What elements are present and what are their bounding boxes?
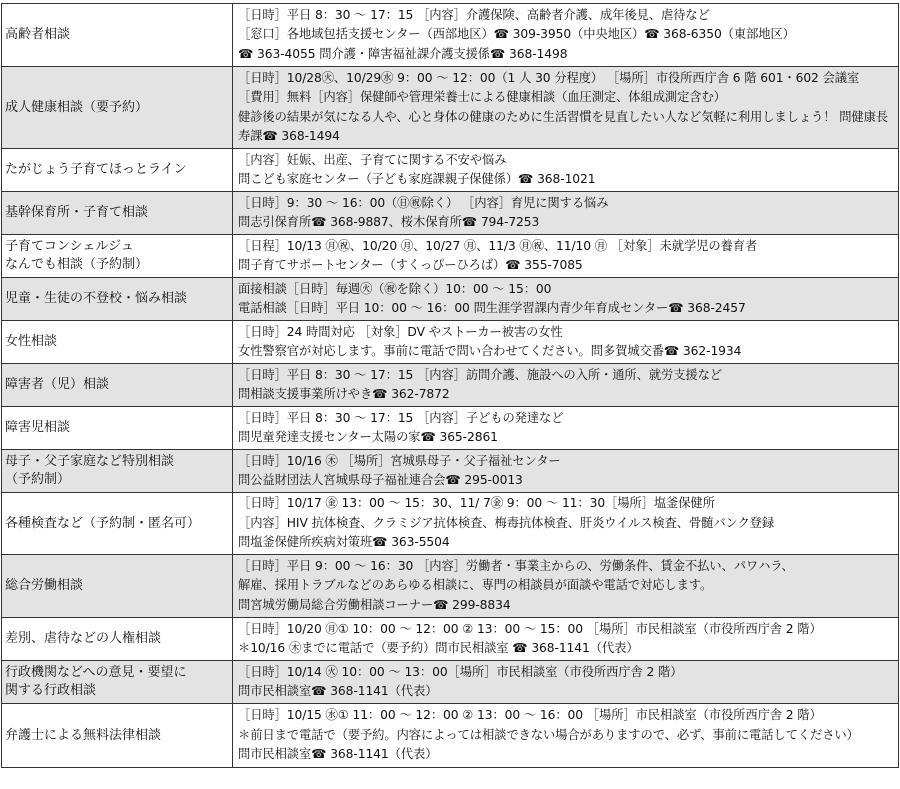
detail-line: ［日程］10/13 ㊊㊗、10/20 ㊊、10/27 ㊊、11/3 ㊊㊗、11/10 ㊊ ［対象］未就学児の養育者 bbox=[238, 238, 758, 253]
table-row bbox=[2, 4, 899, 67]
detail-line: ［日時］平日 8：30 ～ 17：15 ［内容］子どもの発達など bbox=[238, 410, 564, 425]
detail-line: ［内容］妊娠、出産、子育てに関する不安や悩み bbox=[238, 152, 507, 167]
category-cell bbox=[2, 278, 233, 321]
detail-line: ［日時］平日 9：00 ～ 16：30 ［内容］労働者・事業主からの、労働条件、賃金不払い、パワハラ、 bbox=[238, 558, 794, 573]
table-row bbox=[2, 407, 899, 450]
detail-line: ＊10/16 ㊍までに電話で（要予約）問市民相談室 ☎ 368-1141（代表） bbox=[238, 641, 639, 655]
table-row bbox=[2, 618, 899, 661]
detail-line: ［日時］10/20 ㊊① 10：00 ～ 12：00 ② 13：00 ～ 15：00 ［場所］市民相談室（市役所西庁舎 2 階） bbox=[238, 621, 822, 636]
detail-line: ☎ 363-4055 問介護・障害福祉課介護支援係☎ 368-1498 bbox=[238, 46, 568, 61]
table-row bbox=[2, 493, 899, 555]
table-row bbox=[2, 704, 899, 768]
detail-line: ［日時］10/28㊋、10/29㊌ 9：00 ～ 12：00（1 人 30 分程度） ［場所］市役所西庁舎 6 階 601・602 会議室 bbox=[238, 70, 860, 85]
table-row bbox=[2, 278, 899, 321]
category-name: なんでも相談（予約制） bbox=[5, 257, 149, 272]
detail-cell bbox=[233, 493, 899, 555]
detail-line: 解雇、採用トラブルなどのあらゆる相談に、専門の相談員が面談や電話で対応します。 bbox=[238, 578, 713, 593]
category-name: 高齢者相談 bbox=[5, 27, 71, 42]
category-cell bbox=[2, 555, 233, 618]
category-name: 障害児相談 bbox=[5, 420, 71, 435]
detail-line: ［日時］10/16 ㊍ ［場所］宮城県母子・父子福祉センター bbox=[238, 453, 561, 468]
category-cell bbox=[2, 661, 233, 704]
detail-line: 問市民相談室☎ 368-1141（代表） bbox=[238, 684, 438, 698]
detail-cell bbox=[233, 618, 899, 661]
category-name: 女性相談 bbox=[5, 334, 58, 349]
detail-cell bbox=[233, 555, 899, 618]
category-name: 基幹保育所・子育て相談 bbox=[5, 205, 149, 220]
category-name: 総合労働相談 bbox=[5, 578, 84, 593]
detail-line: 問塩釜保健所疾病対策班☎ 363-5504 bbox=[238, 535, 450, 550]
detail-cell bbox=[233, 450, 899, 493]
detail-line: ［費用］無料［内容］保健師や管理栄養士による健康相談（血圧測定、体組成測定含む） bbox=[238, 90, 726, 105]
detail-cell bbox=[233, 278, 899, 321]
detail-cell bbox=[233, 235, 899, 278]
table-row bbox=[2, 555, 899, 618]
detail-line: 問子育てサポートセンター（すくっぴーひろば）☎ 355-7085 bbox=[238, 258, 583, 272]
detail-line: ［日時］10/15 ㊌① 11：00 ～ 12：00 ② 13：00 ～ 16：00 ［場所］市民相談室（市役所西庁舎 2 階） bbox=[238, 708, 822, 723]
detail-line: 面接相談［日時］毎週㊋（㊗を除く）10：00 ～ 15：00 bbox=[238, 281, 552, 296]
category-name: 行政機関などへの意見・要望に bbox=[5, 665, 187, 680]
table-row bbox=[2, 149, 899, 192]
category-name: たがじょう子育てほっとライン bbox=[5, 162, 187, 177]
detail-cell bbox=[233, 192, 899, 235]
category-cell bbox=[2, 493, 233, 555]
detail-line: 女性警察官が対応します。事前に電話で問い合わせてください。問多賀城交番☎ 362-1934 bbox=[238, 344, 742, 358]
detail-cell bbox=[233, 364, 899, 407]
detail-line: 健診後の結果が気になる人や、心と身体の健康のために生活習慣を見直したい人など気軽に利用しましょう！ 問健康長寿課☎ 368-1494 bbox=[238, 109, 889, 143]
detail-line: 問志引保育所☎ 368-9887、桜木保育所☎ 794-7253 bbox=[238, 215, 540, 229]
detail-line: ［窓口］各地域包括支援センター（西部地区）☎ 309-3950（中央地区）☎ 368-6350（東部地区） bbox=[238, 27, 795, 42]
table-row bbox=[2, 235, 899, 278]
detail-line: ［日時］24 時間対応 ［対象］DV やストーカー被害の女性 bbox=[238, 324, 563, 339]
table-row bbox=[2, 321, 899, 364]
detail-cell bbox=[233, 704, 899, 768]
detail-line: ［日時］平日 8：30 ～ 17：15 ［内容］介護保険、高齢者介護、成年後見、虐待など bbox=[238, 7, 710, 22]
category-name: 各種検査など（予約制・匿名可） bbox=[5, 515, 201, 531]
category-name: （予約制） bbox=[5, 472, 71, 487]
category-cell bbox=[2, 235, 233, 278]
detail-cell bbox=[233, 321, 899, 364]
detail-cell bbox=[233, 407, 899, 450]
category-cell bbox=[2, 450, 233, 493]
category-name: 児童・生徒の不登校・悩み相談 bbox=[5, 291, 188, 306]
table-row bbox=[2, 450, 899, 493]
category-cell bbox=[2, 149, 233, 192]
category-name: 成人健康相談（要予約） bbox=[5, 99, 149, 115]
category-cell bbox=[2, 321, 233, 364]
category-name: 弁護士による無料法律相談 bbox=[5, 727, 162, 743]
detail-cell bbox=[233, 149, 899, 192]
category-name: 差別、虐待などの人権相談 bbox=[5, 631, 162, 646]
category-cell bbox=[2, 4, 233, 67]
detail-line: 問公益財団法人宮城県母子福祉連合会☎ 295-0013 bbox=[238, 473, 523, 487]
detail-cell bbox=[233, 67, 899, 149]
category-name: 障害者（児）相談 bbox=[5, 377, 110, 392]
category-name: 関する行政相談 bbox=[5, 683, 97, 698]
detail-line: 問宮城労働局総合労働相談コーナー☎ 299-8834 bbox=[238, 597, 511, 612]
detail-line: 問相談支援事業所けやき☎ 362-7872 bbox=[238, 387, 450, 401]
category-cell bbox=[2, 67, 233, 149]
detail-line: 問こども家庭センター（子ども家庭課親子保健係）☎ 368-1021 bbox=[238, 172, 596, 186]
table-row bbox=[2, 192, 899, 235]
detail-line: ［内容］HIV 抗体検査、クラミジア抗体検査、梅毒抗体検査、肝炎ウイルス検査、骨髄バンク登録 bbox=[238, 515, 775, 530]
category-cell bbox=[2, 618, 233, 661]
table-row bbox=[2, 67, 899, 149]
category-cell bbox=[2, 192, 233, 235]
category-cell bbox=[2, 704, 233, 768]
detail-line: ［日時］10/17 ㊎ 13：00 ～ 15：30、11/ 7㊎ 9：00 ～ 11：30［場所］塩釜保健所 bbox=[238, 496, 715, 511]
detail-line: ＊前日まで電話で（要予約。内容によっては相談できない場合がありますので、必ず、事前に電話してください） bbox=[238, 727, 859, 742]
category-cell bbox=[2, 407, 233, 450]
category-name: 母子・父子家庭など特別相談 bbox=[5, 454, 175, 469]
detail-cell bbox=[233, 661, 899, 704]
detail-cell bbox=[233, 4, 899, 67]
detail-line: ［日時］10/14 ㊋ 10：00 ～ 13：00［場所］市民相談室（市役所西庁舎 2 階） bbox=[238, 664, 683, 679]
detail-line: 問市民相談室☎ 368-1141（代表） bbox=[238, 747, 438, 762]
category-cell bbox=[2, 364, 233, 407]
category-name: 子育てコンシェルジュ bbox=[5, 239, 134, 254]
detail-line: ［日時］9：30 ～ 16：00（㊐㊗除く） ［内容］育児に関する悩み bbox=[238, 195, 609, 210]
table-row bbox=[2, 661, 899, 704]
table-row bbox=[2, 364, 899, 407]
detail-line: 電話相談［日時］平日 10：00 ～ 16：00 問生涯学習課内青少年育成センター☎ 368-2457 bbox=[238, 301, 746, 315]
detail-line: 問児童発達支援センター太陽の家☎ 365-2861 bbox=[238, 430, 498, 444]
consultation-table bbox=[1, 3, 899, 768]
detail-line: ［日時］平日 8：30 ～ 17：15 ［内容］訪問介護、施設への入所・通所、就労支援など bbox=[238, 367, 722, 382]
